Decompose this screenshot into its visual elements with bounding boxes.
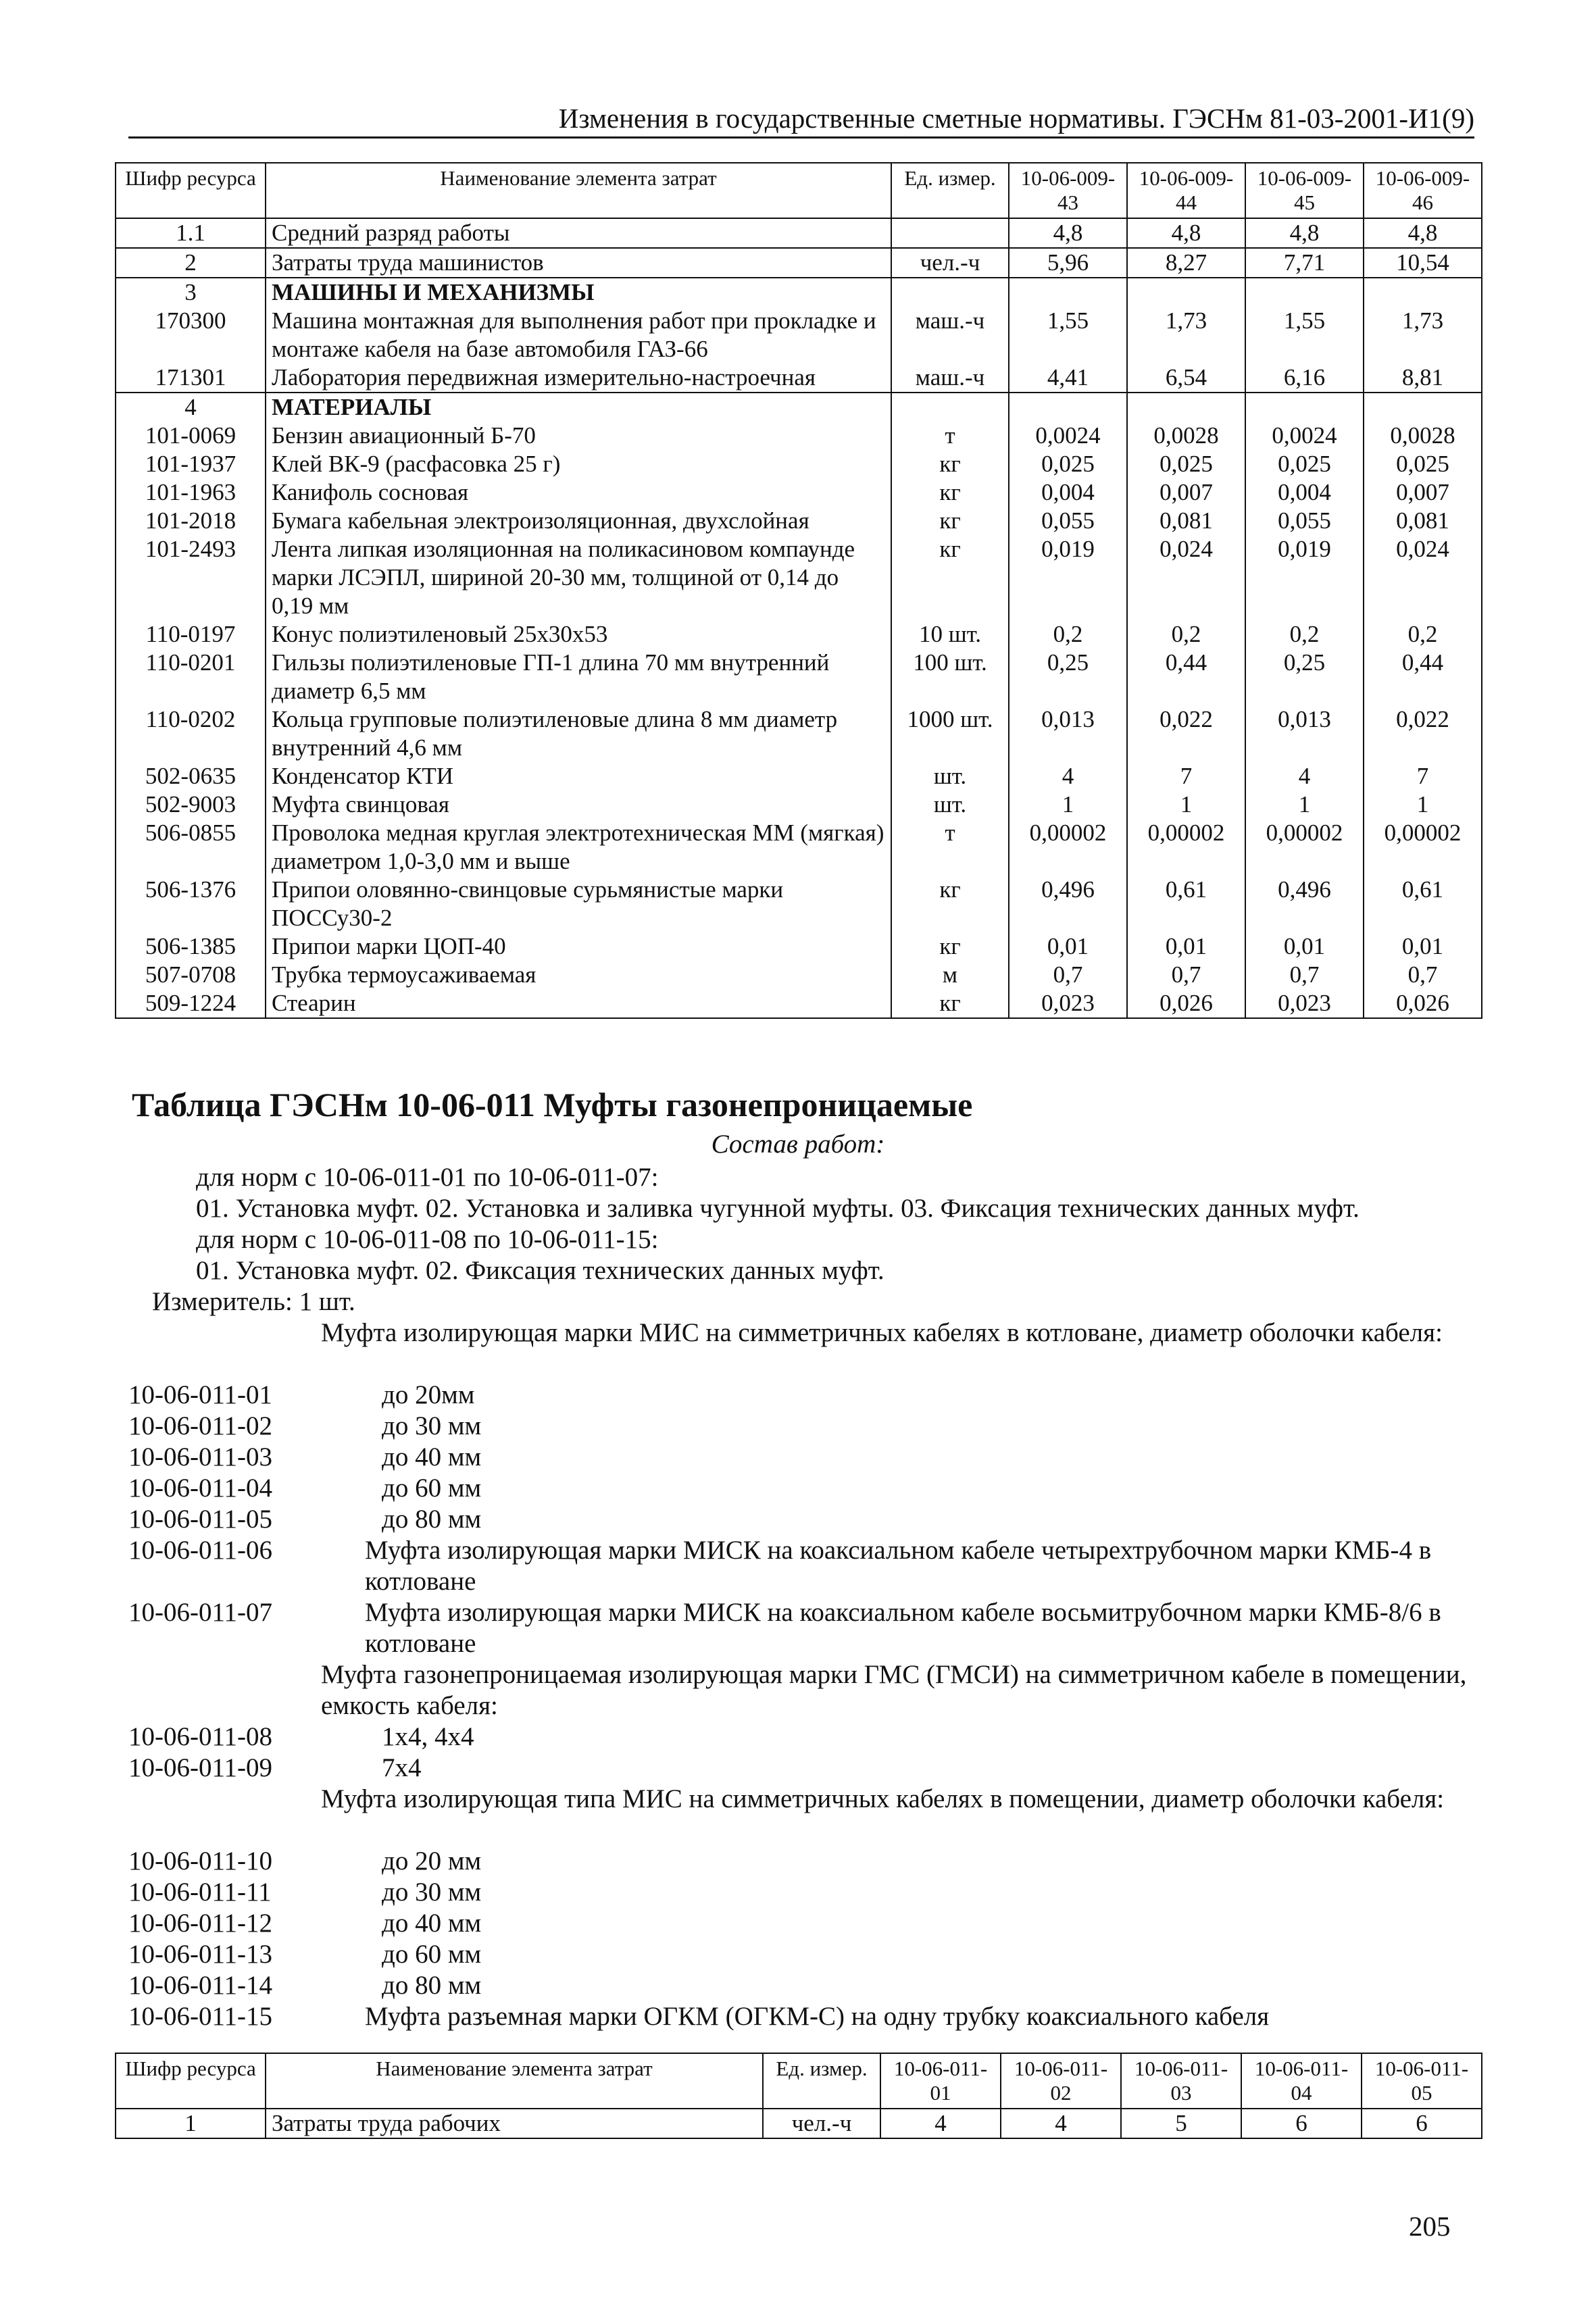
norm-group-heading: Муфта изолирующая марки МИС на симметричных кабелях в котловане, диаметр оболочки кабеля: (321, 1318, 1443, 1347)
cell-value: 0,44 (1127, 649, 1245, 705)
cell-value: 1 (1009, 790, 1127, 819)
cell-value: 0,0024 (1245, 422, 1364, 450)
cell-name: Затраты труда машинистов (266, 248, 891, 278)
cell-value (1364, 278, 1482, 307)
header-col: 10-06-009-45 (1245, 163, 1364, 218)
norm-code: 10-06-011-13 (128, 1940, 273, 1969)
cell-name: Лаборатория передвижная измерительно-настроечная (266, 363, 891, 393)
cell-code: 4 (116, 393, 266, 422)
cell-name: МАТЕРИАЛЫ (266, 393, 891, 422)
cell-name: Муфта свинцовая (266, 790, 891, 819)
table-row (116, 507, 1482, 535)
table-row (116, 932, 1482, 961)
cell-value: 4,8 (1127, 218, 1245, 248)
cell-value: 0,7 (1245, 961, 1364, 989)
cell-value: 0,2 (1127, 620, 1245, 649)
cell-value: 0,023 (1009, 989, 1127, 1018)
cell-value: 0,081 (1127, 507, 1245, 535)
cell-code: 507-0708 (116, 961, 266, 989)
cell-code: 170300 (116, 307, 266, 363)
cell-code: 110-0201 (116, 649, 266, 705)
norm-code: 10-06-011-09 (128, 1753, 273, 1782)
cell-unit: 1000 шт. (891, 705, 1009, 762)
cell-code: 509-1224 (116, 989, 266, 1018)
cell-value: 5 (1121, 2109, 1241, 2138)
cell-value: 4 (1245, 762, 1364, 790)
cell-unit: кг (891, 478, 1009, 507)
cell-name: Припои марки ЦОП-40 (266, 932, 891, 961)
cell-name: Конус полиэтиленовый 25х30х53 (266, 620, 891, 649)
header-col: 10-06-011-05 (1362, 2053, 1482, 2109)
cell-code: 506-0855 (116, 819, 266, 876)
norm-description: Муфта разъемная марки ОГКМ (ОГКМ-С) на одну трубку коаксиального кабеля (365, 2002, 1270, 2031)
cell-value: 0,007 (1364, 478, 1482, 507)
cell-name: Стеарин (266, 989, 891, 1018)
cell-code: 101-1937 (116, 450, 266, 478)
cell-code: 101-2018 (116, 507, 266, 535)
cell-code: 1 (116, 2109, 266, 2138)
table-row-section (116, 278, 1482, 307)
cell-value: 0,022 (1364, 705, 1482, 762)
cell-unit: кг (891, 507, 1009, 535)
cell-unit: маш.-ч (891, 307, 1009, 363)
cell-value: 5,96 (1009, 248, 1127, 278)
cell-unit: кг (891, 535, 1009, 620)
cell-value (1009, 393, 1127, 422)
cell-value: 0,013 (1245, 705, 1364, 762)
cell-unit: т (891, 819, 1009, 876)
norm-description: до 40 мм (382, 1442, 482, 1472)
header-col: 10-06-011-02 (1001, 2053, 1121, 2109)
table-row (116, 248, 1482, 278)
cell-name: Кольца групповые полиэтиленовые длина 8 мм диаметр внутренний 4,6 мм (266, 705, 891, 762)
composition-line: 01. Установка муфт. 02. Установка и заливка чугунной муфты. 03. Фиксация технических данных муфт. (196, 1194, 1360, 1223)
cell-value: 1,55 (1245, 307, 1364, 363)
cell-value: 0,007 (1127, 478, 1245, 507)
cell-name: Проволока медная круглая электротехническая ММ (мягкая) диаметром 1,0-3,0 мм и выше (266, 819, 891, 876)
norm-description: до 30 мм (382, 1878, 482, 1907)
cell-value: 0,00002 (1009, 819, 1127, 876)
norm-code: 10-06-011-14 (128, 1971, 273, 2000)
cell-value: 0,024 (1364, 535, 1482, 620)
cell-unit: маш.-ч (891, 363, 1009, 393)
cell-unit: кг (891, 932, 1009, 961)
header-name: Наименование элемента затрат (266, 2053, 763, 2109)
table-row (116, 363, 1482, 393)
composition-line: для норм с 10-06-011-01 по 10-06-011-07: (196, 1163, 659, 1192)
cell-value: 0,7 (1009, 961, 1127, 989)
cell-value: 0,496 (1009, 876, 1127, 932)
norm-code: 10-06-011-10 (128, 1846, 273, 1876)
cell-name: Средний разряд работы (266, 218, 891, 248)
norm-group-heading: Муфта изолирующая типа МИС на симметричных кабелях в помещении, диаметр оболочки кабеля: (321, 1784, 1445, 1813)
cell-value: 4,8 (1364, 218, 1482, 248)
table-row (116, 307, 1482, 363)
cell-unit: чел.-ч (891, 248, 1009, 278)
cell-code: 2 (116, 248, 266, 278)
cell-value (1245, 393, 1364, 422)
cell-code: 506-1385 (116, 932, 266, 961)
norm-group-heading: Муфта газонепроницаемая изолирующая марки ГМС (ГМСИ) на симметричном кабеле в помещении, емкость кабеля: (321, 1660, 1467, 1720)
cell-name: Бензин авиационный Б-70 (266, 422, 891, 450)
header-code: Шифр ресурса (116, 2053, 266, 2109)
norm-description: до 20 мм (382, 1846, 482, 1876)
cell-name: Машина монтажная для выполнения работ при прокладке и монтаже кабеля на базе автомобиля ГАЗ-66 (266, 307, 891, 363)
cell-unit: чел.-ч (763, 2109, 880, 2138)
cell-unit: кг (891, 989, 1009, 1018)
cell-value: 6,16 (1245, 363, 1364, 393)
table-row (116, 620, 1482, 649)
table-header-row (116, 2053, 1482, 2109)
norm-code: 10-06-011-12 (128, 1909, 273, 1938)
cell-value: 0,013 (1009, 705, 1127, 762)
cell-code: 3 (116, 278, 266, 307)
cell-name: Клей ВК-9 (расфасовка 25 г) (266, 450, 891, 478)
norm-code: 10-06-011-05 (128, 1505, 273, 1534)
cell-value: 0,44 (1364, 649, 1482, 705)
cell-code: 502-9003 (116, 790, 266, 819)
norm-description: до 60 мм (382, 1474, 482, 1503)
cell-value: 0,025 (1364, 450, 1482, 478)
cell-name: Гильзы полиэтиленовые ГП-1 длина 70 мм внутренний диаметр 6,5 мм (266, 649, 891, 705)
cell-code: 171301 (116, 363, 266, 393)
table-row (116, 819, 1482, 876)
cell-value (1127, 393, 1245, 422)
cell-value: 0,0024 (1009, 422, 1127, 450)
cell-name: Трубка термоусаживаемая (266, 961, 891, 989)
norm-description: 7х4 (382, 1753, 422, 1782)
table-row (116, 989, 1482, 1018)
cell-value: 4 (1001, 2109, 1121, 2138)
table-row (116, 790, 1482, 819)
header-code: Шифр ресурса (116, 163, 266, 218)
header-unit: Ед. измер. (763, 2053, 880, 2109)
cell-value: 0,019 (1009, 535, 1127, 620)
table-header-row (116, 163, 1482, 218)
cell-value: 6 (1362, 2109, 1482, 2138)
norm-description: до 40 мм (382, 1909, 482, 1938)
cell-name: Затраты труда рабочих (266, 2109, 763, 2138)
norm-description: до 20мм (382, 1380, 475, 1409)
cell-unit: т (891, 422, 1009, 450)
header-col: 10-06-009-46 (1364, 163, 1482, 218)
cell-value: 0,026 (1127, 989, 1245, 1018)
cell-value: 10,54 (1364, 248, 1482, 278)
cell-value: 0,7 (1127, 961, 1245, 989)
cell-value: 0,2 (1245, 620, 1364, 649)
cell-value: 6,54 (1127, 363, 1245, 393)
cell-value: 1,73 (1127, 307, 1245, 363)
cell-unit (891, 393, 1009, 422)
cell-value: 8,81 (1364, 363, 1482, 393)
norm-code: 10-06-011-02 (128, 1411, 273, 1440)
cell-value: 0,025 (1127, 450, 1245, 478)
header-col: 10-06-009-43 (1009, 163, 1127, 218)
composition-label: Состав работ: (711, 1130, 885, 1159)
cell-value: 0,004 (1245, 478, 1364, 507)
norm-description: до 80 мм (382, 1505, 482, 1534)
composition-line: 01. Установка муфт. 02. Фиксация технических данных муфт. (196, 1256, 884, 1285)
cell-unit: 100 шт. (891, 649, 1009, 705)
resource-table-009 (115, 162, 1482, 1019)
cell-value: 0,00002 (1245, 819, 1364, 876)
norm-description: Муфта изолирующая марки МИСК на коаксиальном кабеле восьмитрубочном марки КМБ-8/6 в котловане (365, 1598, 1441, 1658)
cell-value: 4,8 (1245, 218, 1364, 248)
cell-unit: м (891, 961, 1009, 989)
norm-description: 1х4, 4х4 (382, 1722, 474, 1751)
table-row (116, 961, 1482, 989)
cell-value: 0,0028 (1127, 422, 1245, 450)
cell-value: 1 (1127, 790, 1245, 819)
norm-description: до 30 мм (382, 1411, 482, 1440)
cell-value: 4 (1009, 762, 1127, 790)
norm-code: 10-06-011-15 (128, 2002, 273, 2031)
cell-value: 1 (1364, 790, 1482, 819)
cell-code: 101-1963 (116, 478, 266, 507)
cell-value: 0,055 (1245, 507, 1364, 535)
cell-value: 4,41 (1009, 363, 1127, 393)
header-unit: Ед. измер. (891, 163, 1009, 218)
cell-name: МАШИНЫ И МЕХАНИЗМЫ (266, 278, 891, 307)
cell-value: 0,2 (1364, 620, 1482, 649)
header-name: Наименование элемента затрат (266, 163, 891, 218)
cell-value: 6 (1241, 2109, 1362, 2138)
cell-code: 101-2493 (116, 535, 266, 620)
page-number: 205 (1409, 2211, 1451, 2242)
cell-value (1364, 393, 1482, 422)
table-row (116, 2109, 1482, 2138)
cell-value: 1,73 (1364, 307, 1482, 363)
cell-value: 7 (1364, 762, 1482, 790)
table-row-section (116, 393, 1482, 422)
composition-line: для норм с 10-06-011-08 по 10-06-011-15: (196, 1225, 659, 1254)
cell-value: 4,8 (1009, 218, 1127, 248)
table-row (116, 450, 1482, 478)
norm-code: 10-06-011-06 (128, 1536, 273, 1565)
header-col: 10-06-011-01 (880, 2053, 1001, 2109)
cell-value: 0,025 (1245, 450, 1364, 478)
header-col: 10-06-011-03 (1121, 2053, 1241, 2109)
cell-unit: кг (891, 450, 1009, 478)
norm-code: 10-06-011-04 (128, 1474, 273, 1503)
norm-description: до 80 мм (382, 1971, 482, 2000)
table-row (116, 762, 1482, 790)
norm-code: 10-06-011-01 (128, 1380, 273, 1409)
cell-name: Припои оловянно-свинцовые сурьмянистые марки ПОССу30-2 (266, 876, 891, 932)
cell-value: 0,7 (1364, 961, 1482, 989)
cell-value: 0,022 (1127, 705, 1245, 762)
cell-value: 1,55 (1009, 307, 1127, 363)
cell-value: 0,00002 (1364, 819, 1482, 876)
cell-unit: шт. (891, 762, 1009, 790)
meter-line: Измеритель: 1 шт. (152, 1287, 355, 1316)
cell-value: 0,25 (1009, 649, 1127, 705)
cell-code: 502-0635 (116, 762, 266, 790)
resource-table-011 (115, 2053, 1482, 2139)
norm-code: 10-06-011-03 (128, 1442, 273, 1472)
cell-value: 8,27 (1127, 248, 1245, 278)
cell-value: 0,01 (1245, 932, 1364, 961)
table-row (116, 422, 1482, 450)
cell-value: 7 (1127, 762, 1245, 790)
cell-value: 0,023 (1245, 989, 1364, 1018)
cell-value: 0,081 (1364, 507, 1482, 535)
norm-code: 10-06-011-07 (128, 1598, 273, 1627)
norm-description: до 60 мм (382, 1940, 482, 1969)
cell-value: 7,71 (1245, 248, 1364, 278)
cell-value (1009, 278, 1127, 307)
cell-code: 1.1 (116, 218, 266, 248)
cell-value: 0,25 (1245, 649, 1364, 705)
cell-value: 0,024 (1127, 535, 1245, 620)
table-row (116, 649, 1482, 705)
cell-value (1245, 278, 1364, 307)
cell-name: Лента липкая изоляционная на поликасиновом компаунде марки ЛСЭПЛ, шириной 20-30 мм, толщиной от 0,14 до 0,19 мм (266, 535, 891, 620)
cell-value: 0,2 (1009, 620, 1127, 649)
cell-value: 0,01 (1009, 932, 1127, 961)
cell-value: 0,004 (1009, 478, 1127, 507)
cell-code: 110-0197 (116, 620, 266, 649)
cell-value: 0,61 (1364, 876, 1482, 932)
cell-value: 0,01 (1364, 932, 1482, 961)
cell-value: 0,0028 (1364, 422, 1482, 450)
norm-description: Муфта изолирующая марки МИСК на коаксиальном кабеле четырехтрубочном марки КМБ-4 в котловане (365, 1536, 1432, 1596)
cell-value: 0,055 (1009, 507, 1127, 535)
cell-code: 506-1376 (116, 876, 266, 932)
cell-value: 0,019 (1245, 535, 1364, 620)
section-title: Таблица ГЭСНм 10-06-011 Муфты газонепроницаемые (132, 1086, 973, 1124)
cell-value: 0,496 (1245, 876, 1364, 932)
table-row (116, 218, 1482, 248)
cell-unit (891, 218, 1009, 248)
cell-name: Бумага кабельная электроизоляционная, двухслойная (266, 507, 891, 535)
table-row (116, 478, 1482, 507)
header-col: 10-06-009-44 (1127, 163, 1245, 218)
running-header: Изменения в государственные сметные нормативы. ГЭСНм 81-03-2001-И1(9) (128, 101, 1474, 139)
cell-value: 1 (1245, 790, 1364, 819)
norm-code: 10-06-011-11 (128, 1878, 272, 1907)
cell-value: 0,026 (1364, 989, 1482, 1018)
cell-value: 0,025 (1009, 450, 1127, 478)
cell-name: Канифоль сосновая (266, 478, 891, 507)
table-row (116, 705, 1482, 762)
cell-unit: шт. (891, 790, 1009, 819)
cell-value: 0,00002 (1127, 819, 1245, 876)
table-row (116, 535, 1482, 620)
header-col: 10-06-011-04 (1241, 2053, 1362, 2109)
cell-value: 4 (880, 2109, 1001, 2138)
cell-code: 110-0202 (116, 705, 266, 762)
cell-unit (891, 278, 1009, 307)
table-row (116, 876, 1482, 932)
cell-unit: кг (891, 876, 1009, 932)
cell-code: 101-0069 (116, 422, 266, 450)
cell-name: Конденсатор КТИ (266, 762, 891, 790)
cell-value: 0,61 (1127, 876, 1245, 932)
cell-value (1127, 278, 1245, 307)
norm-code: 10-06-011-08 (128, 1722, 273, 1751)
cell-unit: 10 шт. (891, 620, 1009, 649)
cell-value: 0,01 (1127, 932, 1245, 961)
